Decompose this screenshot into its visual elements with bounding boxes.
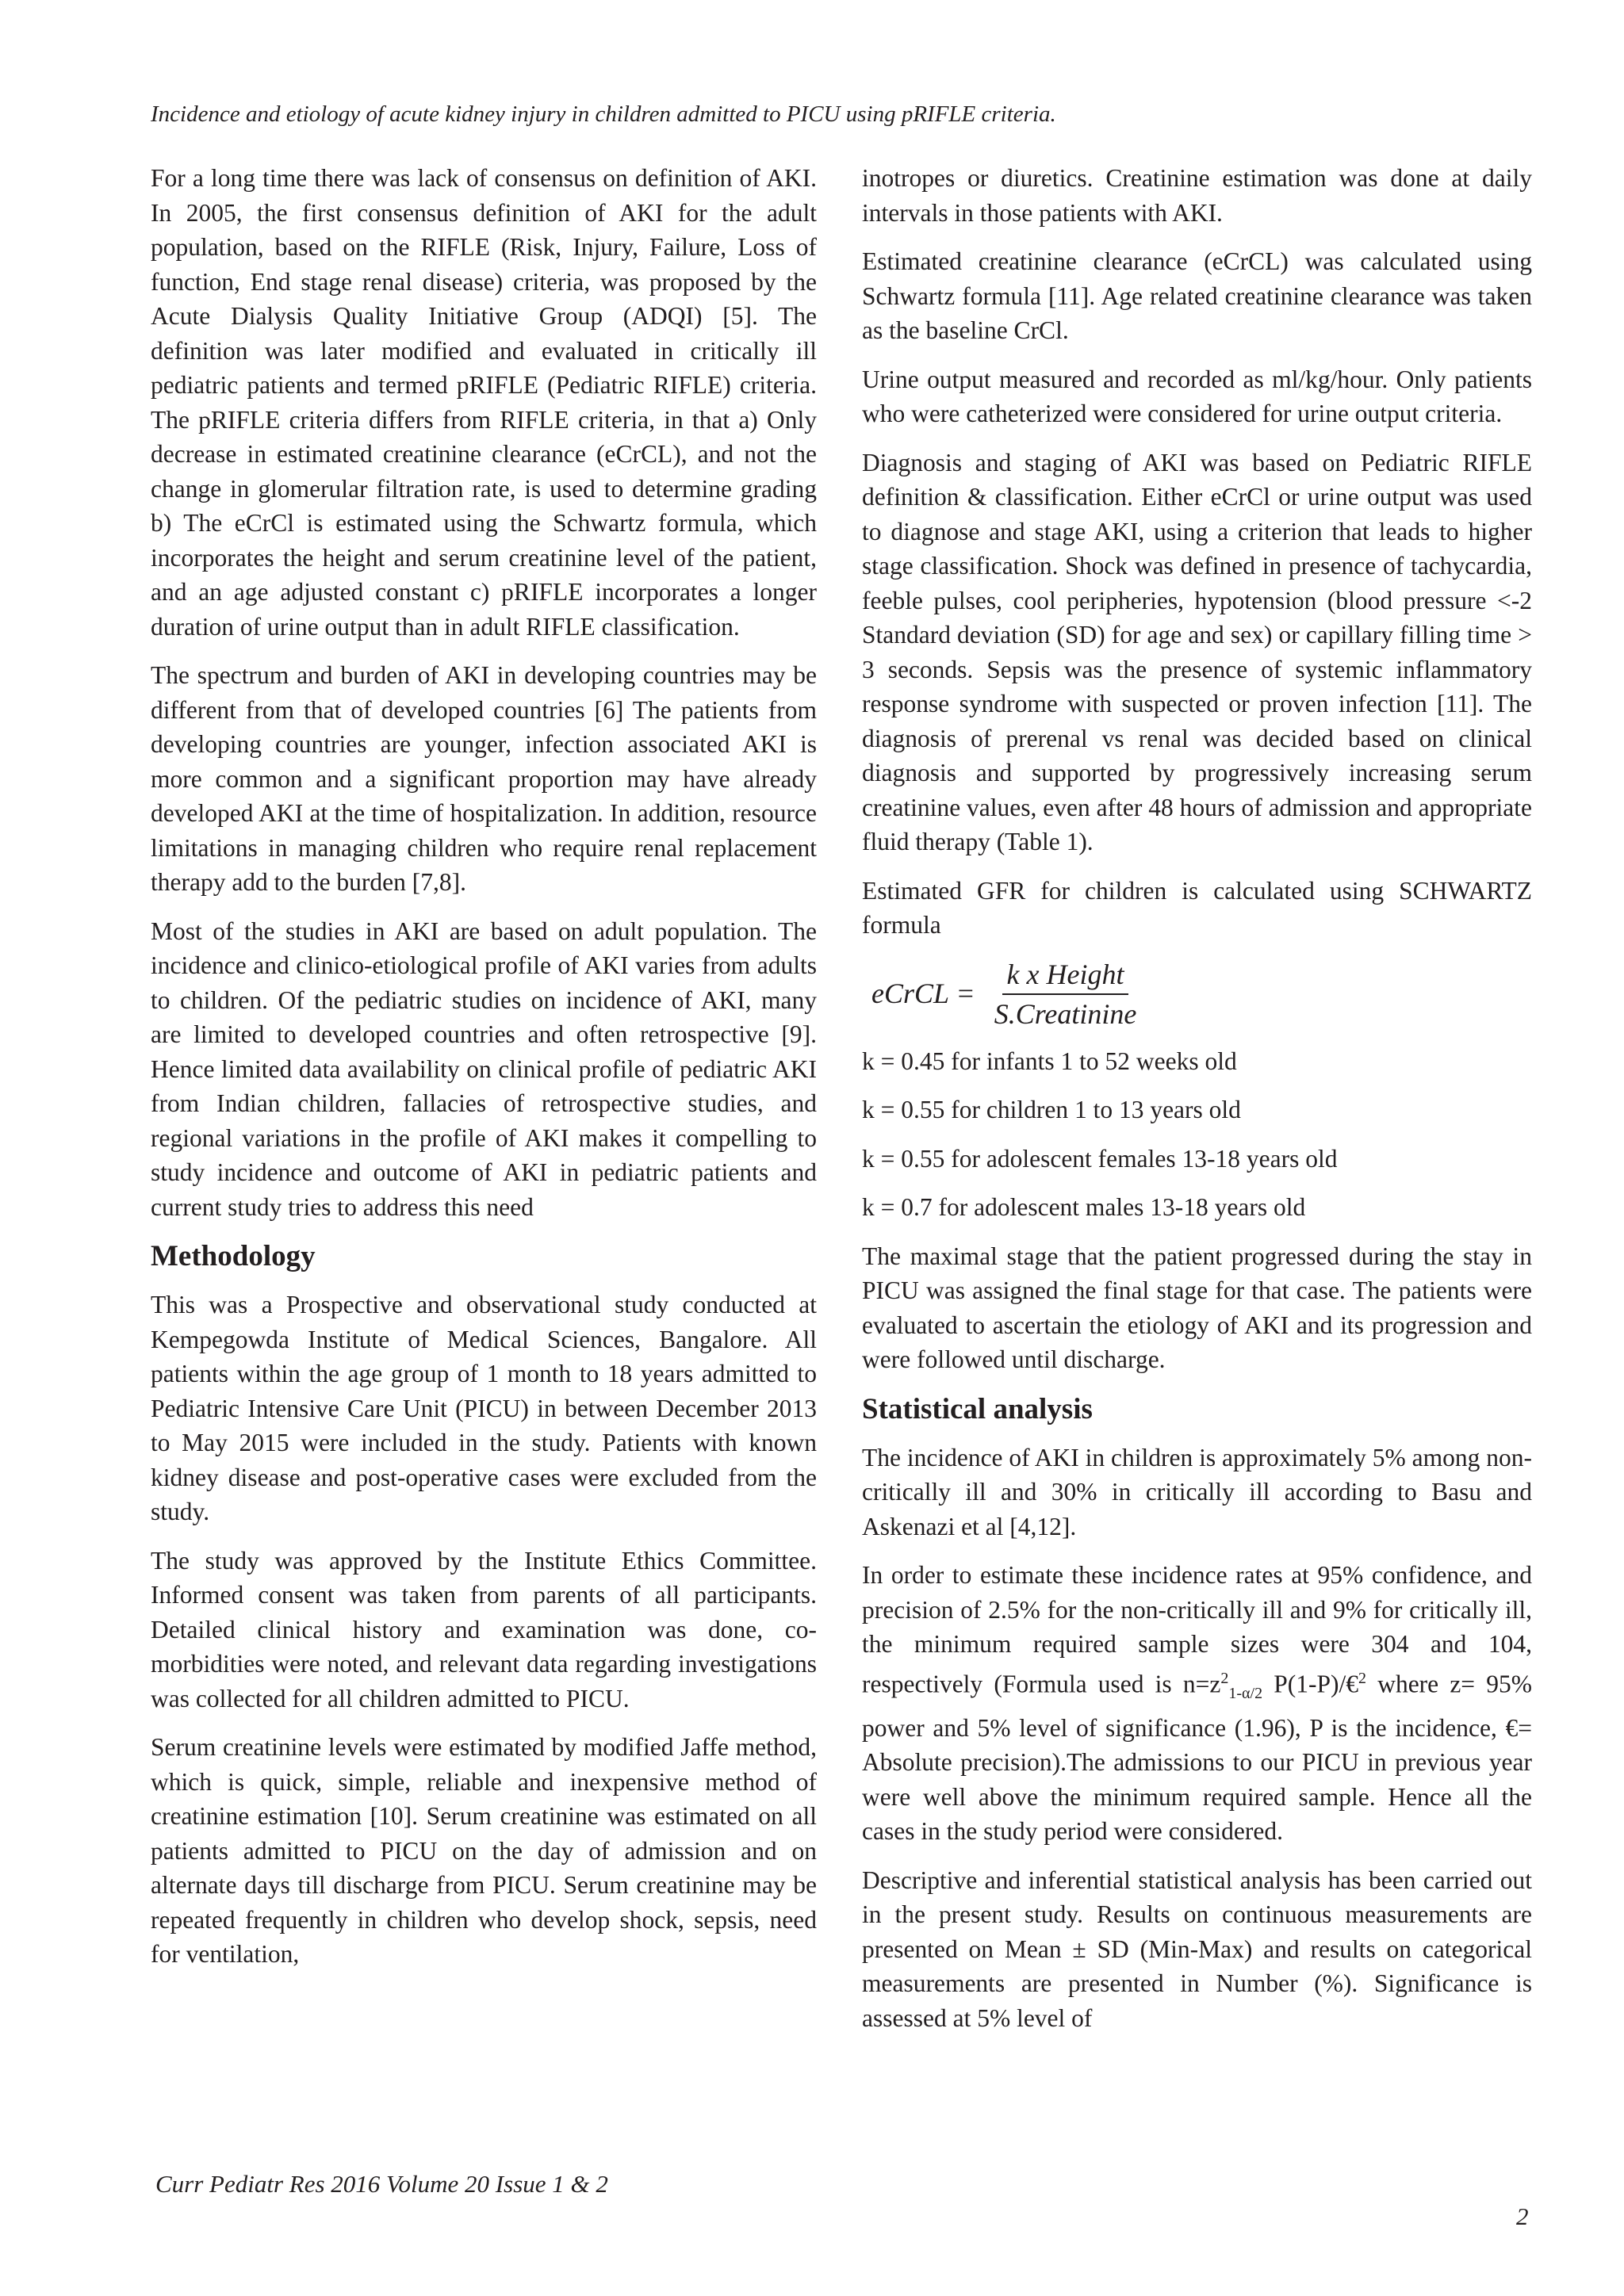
- k-constant-line: k = 0.55 for children 1 to 13 years old: [862, 1096, 1241, 1123]
- text-run: P(1-P)/€: [1262, 1670, 1359, 1697]
- k-constant-line: k = 0.7 for adolescent males 13-18 years old: [862, 1193, 1306, 1221]
- paragraph: Diagnosis and staging of AKI was based on Pediatric RIFLE definition & classification. Either eCrCl or urine output was used to diagnose and stage AKI, using a criterion that leads to higher stage classification. Shock was defined in presence of tachycardia, feeble pulses, cool peripheries, hypotension (blood pressure <-2 Standard deviation (SD) for age and sex) or capillary filling time > 3 seconds. Sepsis was the presence of systemic inflammatory response syndrome with suspected or proven infection [11]. The diagnosis of prerenal vs renal was decided based on clinical diagnosis and supported by progressively increasing serum creatinine values, even after 48 hours of admission and appropriate fluid therapy (Table 1).: [862, 448, 1532, 855]
- superscript: 2: [1220, 1669, 1229, 1687]
- paragraph: Urine output measured and recorded as ml/kg/hour. Only patients who were catheterized were considered for urine output criteria.: [862, 365, 1532, 427]
- paragraph-sample-size: [862, 1558, 1532, 1849]
- paragraph: The maximal stage that the patient progressed during the stay in PICU was assigned the final stage for that case. The patients were evaluated to ascertain the etiology of AKI and its progression and were followed until discharge.: [862, 1242, 1532, 1373]
- subscript: 1-α/2: [1228, 1684, 1263, 1702]
- k-constant-line: k = 0.45 for infants 1 to 52 weeks old: [862, 1047, 1237, 1075]
- formula-numerator: k x Height: [1002, 957, 1129, 995]
- paragraph: The incidence of AKI in children is approximately 5% among non-critically ill and 30% in critically ill according to Basu and Askenazi et al [4,12].: [862, 1443, 1533, 1540]
- text-run: where z= 95% power and 5% level of significance (1.96), P is the incidence, €= Absolute precision).The admissions to our PICU in previous year were well above the minimum required sample. Hence all the cases in the study period were considered.: [862, 1670, 1532, 1846]
- running-head: Incidence and etiology of acute kidney injury in children admitted to PICU using pRIFLE criteria.: [151, 101, 1056, 127]
- paragraph: For a long time there was lack of consensus on definition of AKI. In 2005, the first consensus definition of AKI for the adult population, based on the RIFLE (Risk, Injury, Failure, Loss of function, End stage renal disease) criteria, was proposed by the Acute Dialysis Quality Initiative Group (ADQI) [5]. The definition was later modified and evaluated in critically ill pediatric patients and termed pRIFLE (Pediatric RIFLE) criteria. The pRIFLE criteria differs from RIFLE criteria, in that a) Only decrease in estimated creatinine clearance (eCrCL), and not the change in glomerular filtration rate, is used to determine grading b) The eCrCl is estimated using the Schwartz formula, which incorporates the height and serum creatinine level of the patient, and an age adjusted constant c) pRIFLE incorporates a longer duration of urine output than in adult RIFLE classification.: [151, 164, 817, 641]
- right-column: [862, 161, 1532, 2049]
- page-number: 2: [1516, 2202, 1529, 2230]
- paragraph: Descriptive and inferential statistical analysis has been carried out in the present study. Results on continuous measurements are presented on Mean ± SD (Min-Max) and results on categorical measurements are presented in Number (%). Significance is assessed at 5% level of: [862, 1866, 1532, 2032]
- journal-footer: Curr Pediatr Res 2016 Volume 20 Issue 1 & 2: [155, 2170, 608, 2198]
- superscript: 2: [1358, 1669, 1367, 1687]
- formula-lhs: eCrCL =: [871, 977, 975, 1009]
- paragraph: Estimated creatinine clearance (eCrCL) was calculated using Schwartz formula [11]. Age related creatinine clearance was taken as the baseline CrCl.: [862, 247, 1532, 344]
- text-run: In order to estimate these incidence rates at 95% confidence, and precision of 2.5% for the non-critically ill and 9% for critically ill, the minimum required sample sizes were 304 and 104, respectively (Formula used is n=z: [862, 1561, 1532, 1697]
- formula-fraction: [990, 957, 1142, 1031]
- left-column: [151, 161, 817, 1986]
- paragraph: Estimated GFR for children is calculated using SCHWARTZ formula: [862, 876, 1532, 939]
- k-constant-line: k = 0.55 for adolescent females 13-18 years old: [862, 1144, 1338, 1173]
- schwartz-formula: [871, 957, 1532, 1031]
- paragraph: The spectrum and burden of AKI in developing countries may be different from that of developed countries [6] The patients from developing countries are younger, infection associated AKI is more common and a significant proportion may have already developed AKI at the time of hospitalization. In addition, resource limitations in managing children who require renal replacement therapy add to the burden [7,8].: [151, 661, 817, 896]
- formula-denominator: S.Creatinine: [994, 997, 1137, 1030]
- section-heading-statistical-analysis: Statistical analysis: [862, 1392, 1093, 1425]
- section-heading-methodology: Methodology: [151, 1240, 316, 1272]
- paragraph: Most of the studies in AKI are based on adult population. The incidence and clinico-etiological profile of AKI varies from adults to children. Of the pediatric studies on incidence of AKI, many are limited to developed countries and often retrospective [9]. Hence limited data availability on clinical profile of pediatric AKI from Indian children, fallacies of retrospective studies, and regional variations in the profile of AKI makes it compelling to study incidence and outcome of AKI in pediatric patients and current study tries to address this need: [151, 916, 817, 1221]
- paragraph: Serum creatinine levels were estimated by modified Jaffe method, which is quick, simple, reliable and inexpensive method of creatinine estimation [10]. Serum creatinine was estimated on all patients admitted to PICU on the day of admission and on alternate days till discharge from PICU. Serum creatinine may be repeated frequently in children who develop shock, sepsis, need for ventilation,: [151, 1733, 817, 1968]
- paragraph: inotropes or diuretics. Creatinine estimation was done at daily intervals in those patients with AKI.: [862, 164, 1532, 227]
- paragraph: This was a Prospective and observational study conducted at Kempegowda Institute of Medical Sciences, Bangalore. All patients within the age group of 1 month to 18 years admitted to Pediatric Intensive Care Unit (PICU) in between December 2013 to May 2015 were included in the study. Patients with known kidney disease and post-operative cases were excluded from the study.: [151, 1291, 817, 1525]
- paragraph: The study was approved by the Institute Ethics Committee. Informed consent was taken from parents of all participants. Detailed clinical history and examination was done, co-morbidities were noted, and relevant data regarding investigations was collected for all children admitted to PICU.: [151, 1546, 817, 1712]
